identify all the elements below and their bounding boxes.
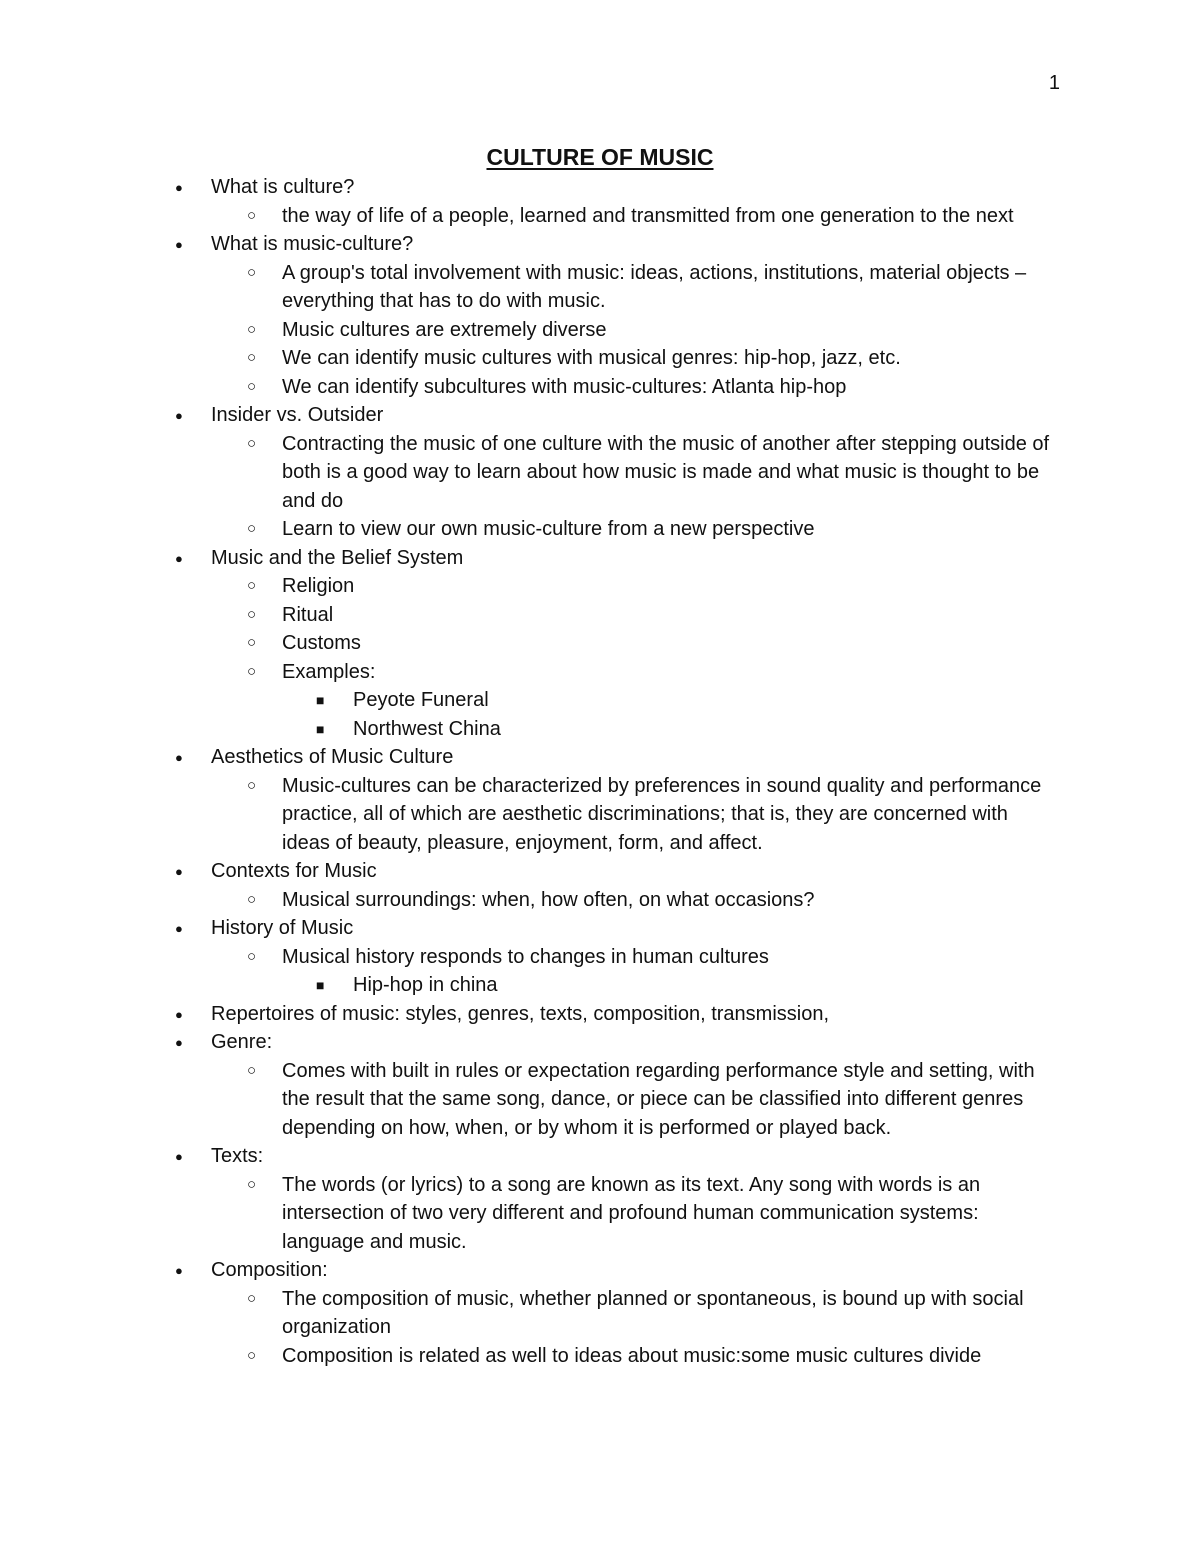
bullet-level-1-icon: ● xyxy=(175,1263,183,1278)
list-item-text: What is music-culture? xyxy=(211,233,414,255)
list-item xyxy=(0,629,1200,658)
list-item-text: Peyote Funeral xyxy=(353,689,489,711)
bullet-level-2-icon: ○ xyxy=(247,634,257,651)
document-title: CULTURE OF MUSIC xyxy=(486,144,714,170)
bullet-level-1-icon: ● xyxy=(175,921,183,936)
bullet-level-2-icon: ○ xyxy=(247,1346,257,1364)
list-item xyxy=(0,1256,1200,1285)
list-item xyxy=(0,601,1200,630)
bullet-level-2-icon: ○ xyxy=(247,605,257,623)
list-item xyxy=(0,202,1200,231)
list-item-text: Aesthetics of Music Culture xyxy=(211,746,454,768)
bullet-level-2-icon: ○ xyxy=(247,1061,257,1079)
list-item xyxy=(0,1142,1200,1171)
list-item-text: Music cultures are extremely diverse xyxy=(282,318,607,341)
list-item xyxy=(0,886,1200,915)
bullet-level-2-icon: ○ xyxy=(247,377,257,395)
list-item xyxy=(0,544,1200,573)
list-item-text: Music and the Belief System xyxy=(211,546,464,569)
list-item xyxy=(0,515,1200,544)
list-item-text: Texts: xyxy=(211,1145,264,1167)
list-item xyxy=(0,1028,1200,1057)
list-item-text: We can identify music cultures with musical genres: hip-hop, jazz, etc. xyxy=(282,347,901,369)
list-item xyxy=(0,686,1200,715)
list-item-text: the way of life of a people, learned and transmitted from one generation to the next xyxy=(282,204,1014,227)
list-item-text: Composition is related as well to ideas about music:some music cultures divide xyxy=(282,1344,982,1367)
list-item-text: Examples: xyxy=(282,660,376,683)
bullet-level-2-icon: ○ xyxy=(247,1289,257,1307)
list-item xyxy=(0,1000,1200,1029)
list-item-text: Contexts for Music xyxy=(211,860,377,882)
bullet-level-1-icon: ● xyxy=(175,1035,183,1050)
bullet-level-2-icon: ○ xyxy=(247,206,257,224)
bullet-level-1-icon: ● xyxy=(175,1149,183,1164)
bullet-level-2-icon: ○ xyxy=(247,434,257,452)
list-item-text: Religion xyxy=(282,575,355,597)
list-item-text: Genre: xyxy=(211,1031,273,1053)
bullet-level-2-icon: ○ xyxy=(247,947,257,965)
list-item xyxy=(0,259,1200,316)
list-item xyxy=(0,401,1200,430)
bullet-level-2-icon: ○ xyxy=(247,263,257,281)
bullet-level-3-icon: ■ xyxy=(316,720,325,737)
list-item xyxy=(0,1057,1200,1143)
list-item xyxy=(0,914,1200,943)
list-item xyxy=(0,373,1200,402)
list-item-text: Learn to view our own music-culture from a new perspective xyxy=(282,518,815,540)
list-item-text: Insider vs. Outsider xyxy=(211,404,384,426)
list-item-text: The composition of music, whether planned or spontaneous, is bound up with social organization xyxy=(282,1287,1024,1338)
bullet-level-1-icon: ● xyxy=(175,237,183,252)
list-item xyxy=(0,344,1200,373)
list-item xyxy=(0,316,1200,345)
bullet-level-1-icon: ● xyxy=(175,180,183,195)
list-item xyxy=(0,173,1200,202)
bullet-level-1-icon: ● xyxy=(175,408,183,423)
bullet-level-1-icon: ● xyxy=(175,864,183,879)
list-item xyxy=(0,857,1200,886)
list-item xyxy=(0,658,1200,687)
bullet-level-1-icon: ● xyxy=(175,750,183,765)
bullet-level-2-icon: ○ xyxy=(247,890,257,908)
bullet-level-3-icon: ■ xyxy=(316,692,325,708)
list-item xyxy=(0,971,1200,1000)
list-item-text: Comes with built in rules or expectation regarding performance style and setting, with the result that the same song, dance, or piece can be classified into different genres depending on how, when, or by whom it is performed or played back. xyxy=(282,1059,1035,1139)
list-item xyxy=(0,715,1200,744)
bullet-level-2-icon: ○ xyxy=(247,1175,257,1193)
outline-list xyxy=(0,173,1200,1370)
list-item-text: The words (or lyrics) to a song are known as its text. Any song with words is an intersection of two very different and profound human communication systems: language and music. xyxy=(282,1173,981,1253)
list-item-text: Ritual xyxy=(282,603,334,626)
list-item xyxy=(0,743,1200,772)
list-item xyxy=(0,572,1200,601)
bullet-level-1-icon: ● xyxy=(175,1006,183,1022)
page-number: 1 xyxy=(1048,72,1060,94)
list-item-text: A group's total involvement with music: ideas, actions, institutions, material objects – everything that has to do with music. xyxy=(282,261,1027,312)
list-item xyxy=(0,1171,1200,1257)
bullet-level-2-icon: ○ xyxy=(247,520,257,537)
list-item xyxy=(0,943,1200,972)
list-item-text: What is culture? xyxy=(211,176,355,198)
list-item-text: Customs xyxy=(282,632,361,654)
list-item-text: Hip-hop in china xyxy=(353,974,498,996)
list-item-text: Musical surroundings: when, how often, on what occasions? xyxy=(282,888,815,911)
list-item-text: Contracting the music of one culture with the music of another after stepping outside of both is a good way to learn about how music is made and what music is thought to be and do xyxy=(282,432,1050,512)
list-item xyxy=(0,1342,1200,1371)
list-item-text: History of Music xyxy=(211,917,354,939)
bullet-level-2-icon: ○ xyxy=(247,349,257,366)
list-item xyxy=(0,1285,1200,1342)
list-item xyxy=(0,230,1200,259)
bullet-level-2-icon: ○ xyxy=(247,577,257,594)
bullet-level-2-icon: ○ xyxy=(247,776,257,794)
list-item-text: Northwest China xyxy=(353,717,501,740)
list-item-text: Musical history responds to changes in human cultures xyxy=(282,945,769,968)
bullet-level-2-icon: ○ xyxy=(247,320,257,338)
list-item-text: We can identify subcultures with music-cultures: Atlanta hip-hop xyxy=(282,375,847,398)
list-item-text: Music-cultures can be characterized by preferences in sound quality and performance practice, all of which are aesthetic discriminations; that is, they are concerned with ideas of beauty, pleasure, enjoyment, form, and affect. xyxy=(282,774,1042,854)
bullet-level-3-icon: ■ xyxy=(316,977,325,993)
bullet-level-1-icon: ● xyxy=(175,550,183,566)
list-item xyxy=(0,430,1200,516)
list-item xyxy=(0,772,1200,858)
list-item-text: Composition: xyxy=(211,1259,328,1281)
list-item-text: Repertoires of music: styles, genres, texts, composition, transmission, xyxy=(211,1002,830,1025)
bullet-level-2-icon: ○ xyxy=(247,662,257,680)
